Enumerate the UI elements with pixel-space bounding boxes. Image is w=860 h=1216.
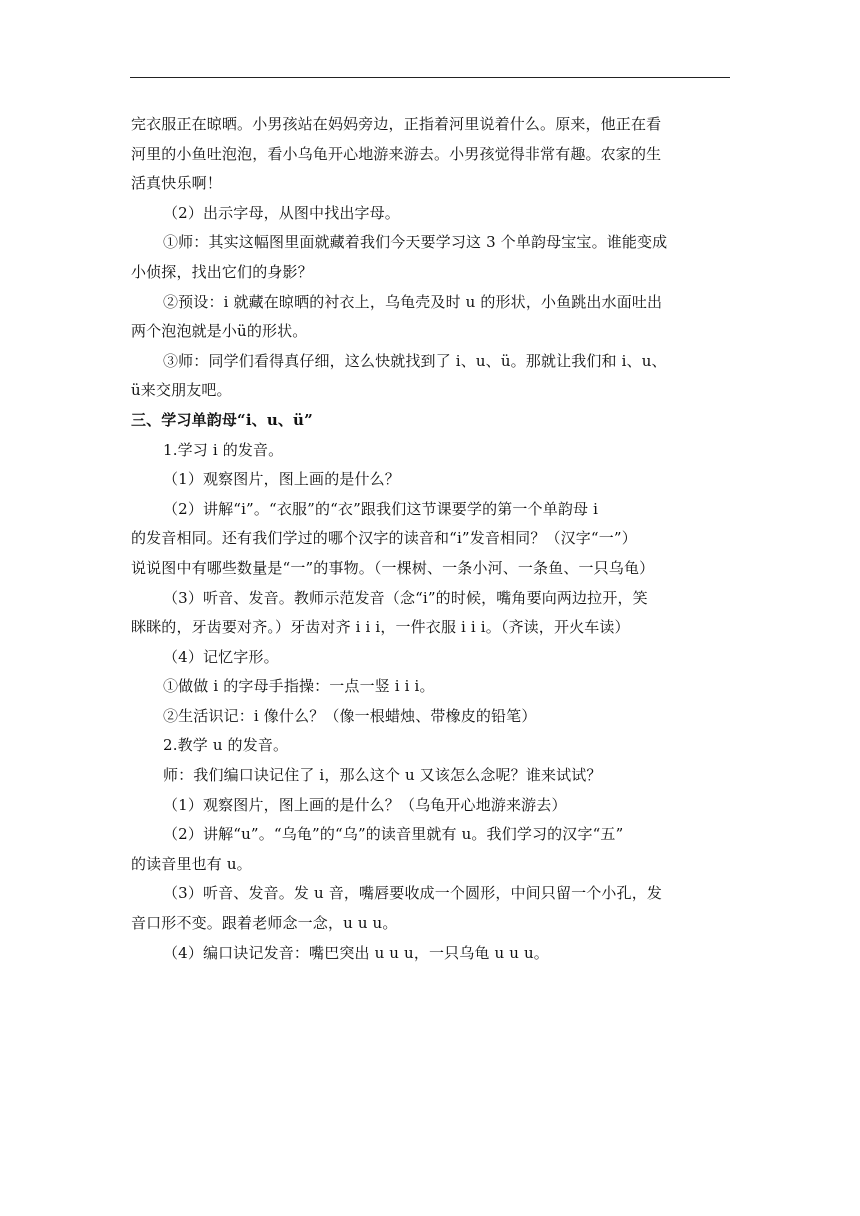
text-line: 小侦探，找出它们的身影？ (131, 262, 313, 281)
text-line: 河里的小鱼吐泡泡，看小乌龟开心地游来游去。小男孩觉得非常有趣。农家的生 (131, 144, 662, 163)
text-line: 完衣服正在晾晒。小男孩站在妈妈旁边，正指着河里说着什么。原来，他正在看 (131, 115, 662, 133)
text-line: 活真快乐啊！ (131, 174, 222, 193)
text-line: ③师：同学们看得真仔细，这么快就找到了 i、u、ü。那就让我们和 i、u、 (163, 351, 667, 370)
text-line: ①做做 i 的字母手指操：一点一竖 i i i。 (163, 677, 435, 696)
text-line: 的发音相同。还有我们学过的哪个汉字的读音和“i”发音相同？（汉字“一”） (131, 529, 637, 548)
text-line: （3）听音、发音。发 u 音，嘴唇要收成一个圆形，中间只留一个小孔，发 (163, 884, 662, 903)
text-line: 说说图中有哪些数量是“一”的事物。（一棵树、一条小河、一条鱼、一只乌龟） (131, 558, 655, 577)
text-line: 音口形不变。跟着老师念一念，u u u。 (131, 914, 398, 933)
text-line: ü来交朋友吧。 (131, 381, 232, 400)
text-line: （1）观察图片，图上画的是什么？（乌龟开心地游来游去） (163, 795, 567, 814)
text-line: ①师：其实这幅图里面就藏着我们今天要学习这 3 个单韵母宝宝。谁能变成 (163, 233, 668, 252)
text-line: 师：我们编口诀记住了 i，那么这个 u 又该怎么念呢？谁来试试？ (163, 766, 602, 785)
sub-heading: 1.学习 i 的发音。 (163, 440, 284, 459)
section-heading: 三、学习单韵母“i、u、ü” (131, 410, 313, 429)
text-line: （1）观察图片，图上画的是什么？ (163, 470, 400, 489)
text-line: 的读音里也有 u。 (131, 854, 252, 873)
text-line: ②生活识记：i 像什么？（像一根蜡烛、带橡皮的铅笔） (163, 706, 537, 725)
text-line: （4）编口诀记发音：嘴巴突出 u u u，一只乌龟 u u u。 (163, 943, 549, 962)
text-line: （2）讲解“u”。“乌龟”的“乌”的读音里就有 u。我们学习的汉字“五” (163, 825, 624, 844)
header-rule (130, 77, 730, 78)
text-line: 两个泡泡就是小ü的形状。 (131, 322, 308, 341)
text-line: （3）听音、发音。教师示范发音（念“i”的时候，嘴角要向两边拉开，笑 (163, 588, 648, 607)
sub-heading: 2.教学 u 的发音。 (163, 736, 289, 755)
text-line: （2）讲解“i”。“衣服”的“衣”跟我们这节课要学的第一个单韵母 i (163, 499, 599, 518)
text-line: （2）出示字母，从图中找出字母。 (163, 203, 400, 222)
text-line: （4）记忆字形。 (163, 647, 279, 666)
text-line: ②预设：i 就藏在晾晒的衬衣上，乌龟壳及时 u 的形状，小鱼跳出水面吐出 (163, 292, 663, 311)
text-line: 眯眯的，牙齿要对齐。）牙齿对齐 i i i，一件衣服 i i i。（齐读，开火车读） (131, 618, 630, 637)
document-body (131, 110, 733, 968)
